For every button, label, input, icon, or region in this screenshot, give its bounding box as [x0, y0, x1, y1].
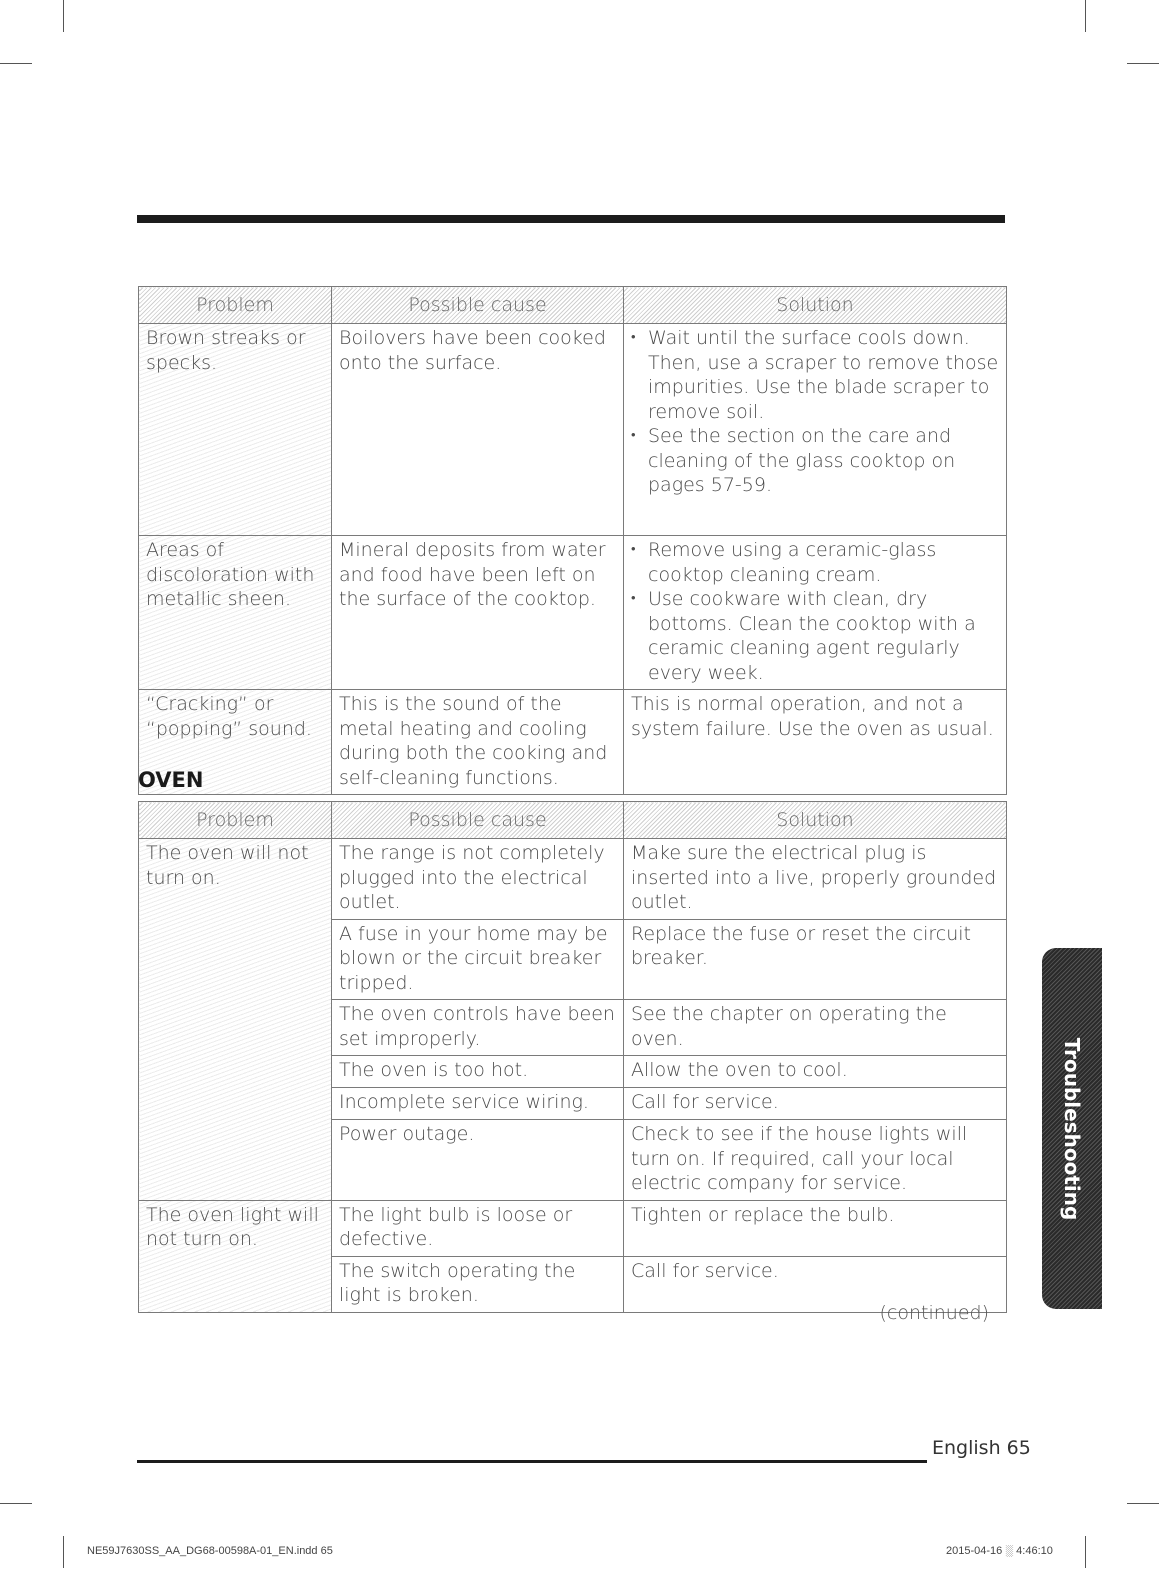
solution-cell: Replace the fuse or reset the circuit breaker. — [624, 919, 1007, 1000]
solution-cell: Call for service. — [624, 1256, 1007, 1312]
chapter-side-tab-label: Troubleshooting — [1060, 1037, 1084, 1220]
header-problem: Problem — [139, 287, 332, 324]
print-date-info: 2015-04-16 ░ 4:46:10 — [946, 1545, 1053, 1557]
solution-cell: Check to see if the house lights will turn on. If required, call your local electric company for service. — [624, 1120, 1007, 1201]
header-possible-cause: Possible cause — [332, 802, 624, 839]
table-header-row — [139, 802, 1007, 839]
solution-bullet: • See the section on the care and cleaning of the glass cooktop on pages 57-59. — [631, 424, 1000, 498]
table-row — [139, 839, 1007, 920]
solution-cell: Make sure the electrical plug is inserted into a live, properly grounded outlet. — [624, 839, 1007, 920]
problem-cell: The oven will not turn on. — [139, 839, 332, 1201]
solution-bullet: • Remove using a ceramic-glass cooktop cleaning cream. — [631, 538, 1000, 587]
table-row — [139, 324, 1007, 536]
solution-cell: This is normal operation, and not a system failure. Use the oven as usual. — [624, 690, 1007, 795]
crop-mark — [1085, 0, 1086, 32]
continued-note: (continued) — [879, 1302, 989, 1324]
header-solution: Solution — [624, 287, 1007, 324]
solution-bullet: • Wait until the surface cools down. Then, use a scraper to remove those impurities. Use the blade scraper to remove soil. — [631, 326, 1000, 424]
solution-cell: See the chapter on operating the oven. — [624, 1000, 1007, 1056]
table-row — [139, 690, 1007, 795]
cause-cell: The oven controls have been set improperly. — [332, 1000, 624, 1056]
crop-mark — [0, 63, 32, 64]
cause-cell: The light bulb is loose or defective. — [332, 1200, 624, 1256]
cause-cell: The switch operating the light is broken. — [332, 1256, 624, 1312]
solution-cell — [624, 324, 1007, 536]
page-number: English 65 — [932, 1437, 1031, 1459]
cause-cell: Mineral deposits from water and food have been left on the surface of the cooktop. — [332, 536, 624, 690]
crop-mark — [1085, 1536, 1086, 1568]
problem-cell: Areas of discoloration with metallic sheen. — [139, 536, 332, 690]
crop-mark — [63, 0, 64, 32]
table-row — [139, 1200, 1007, 1256]
solution-cell — [624, 536, 1007, 690]
crop-mark — [1127, 63, 1159, 64]
solution-cell: Allow the oven to cool. — [624, 1056, 1007, 1088]
problem-cell: Brown streaks or specks. — [139, 324, 332, 536]
solution-cell: Call for service. — [624, 1088, 1007, 1120]
header-rule — [137, 215, 1005, 223]
solution-bullet: • Use cookware with clean, dry bottoms. Clean the cooktop with a ceramic cleaning agent regularly every week. — [631, 587, 1000, 685]
table-row — [139, 536, 1007, 690]
cause-cell: This is the sound of the metal heating and cooling during both the cooking and self-cleaning functions. — [332, 690, 624, 795]
print-file-info: NE59J7630SS_AA_DG68-00598A-01_EN.indd 65 — [87, 1545, 333, 1557]
crop-mark — [63, 1536, 64, 1568]
problem-cell: “Cracking” or “popping” sound. — [139, 690, 332, 795]
footer-rule — [137, 1460, 927, 1463]
cooktop-troubleshooting-table — [138, 286, 1007, 795]
problem-cell: The oven light will not turn on. — [139, 1200, 332, 1312]
header-possible-cause: Possible cause — [332, 287, 624, 324]
cause-cell: Power outage. — [332, 1120, 624, 1201]
solution-cell: Tighten or replace the bulb. — [624, 1200, 1007, 1256]
cause-cell: Incomplete service wiring. — [332, 1088, 624, 1120]
cause-cell: A fuse in your home may be blown or the circuit breaker tripped. — [332, 919, 624, 1000]
crop-mark — [1127, 1503, 1159, 1504]
oven-troubleshooting-table — [138, 801, 1007, 1313]
section-title-oven: OVEN — [138, 768, 204, 792]
cause-cell: The oven is too hot. — [332, 1056, 624, 1088]
header-problem: Problem — [139, 802, 332, 839]
table-header-row — [139, 287, 1007, 324]
header-solution: Solution — [624, 802, 1007, 839]
chapter-side-tab[interactable] — [1042, 948, 1102, 1309]
cause-cell: The range is not completely plugged into the electrical outlet. — [332, 839, 624, 920]
crop-mark — [0, 1503, 32, 1504]
cause-cell: Boilovers have been cooked onto the surface. — [332, 324, 624, 536]
